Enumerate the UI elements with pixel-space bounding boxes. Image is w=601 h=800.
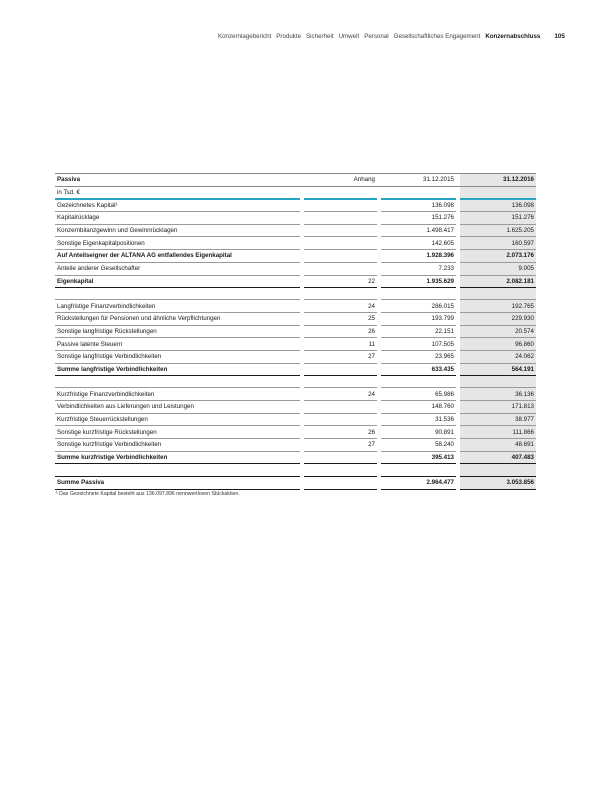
- row-value-2015: 2.964.477: [381, 477, 456, 490]
- row-value-2016: 111.866: [460, 426, 536, 439]
- row-label: Eigenkapital: [55, 275, 300, 288]
- row-value-2015: 142.605: [381, 237, 456, 250]
- row-value-2016: 20.574: [460, 325, 536, 338]
- spacer-row: [55, 464, 536, 477]
- row-anhang: [304, 212, 377, 225]
- row-anhang: [304, 224, 377, 237]
- table-row: [55, 300, 536, 313]
- row-value-2016: 2.082.181: [460, 275, 536, 288]
- header-anhang: Anhang: [304, 174, 377, 187]
- row-value-2015: 148.760: [381, 401, 456, 414]
- row-label: Rückstellungen für Pensionen und ähnliche Verpflichtungen: [55, 312, 300, 325]
- row-anhang: 25: [304, 312, 377, 325]
- row-value-2015: 22.151: [381, 325, 456, 338]
- row-value-2016: 96.860: [460, 338, 536, 351]
- row-anhang: 26: [304, 325, 377, 338]
- row-value-2016: 36.136: [460, 388, 536, 401]
- table-row: [55, 237, 536, 250]
- row-value-2016: 160.597: [460, 237, 536, 250]
- total-row: [55, 363, 536, 376]
- row-value-2016: 171.813: [460, 401, 536, 414]
- row-label: Verbindlichkeiten aus Lieferungen und Leistungen: [55, 401, 300, 414]
- row-value-2015: 193.799: [381, 312, 456, 325]
- row-label: Passive latente Steuern: [55, 338, 300, 351]
- row-value-2015: 7.233: [381, 262, 456, 275]
- row-value-2015: 1.935.629: [381, 275, 456, 288]
- grand-total-row: [55, 477, 536, 490]
- table-row: [55, 325, 536, 338]
- table-row: [55, 439, 536, 452]
- nav-item-personal[interactable]: Personal: [364, 33, 389, 40]
- table-row: [55, 350, 536, 363]
- table-header-row: [55, 174, 536, 187]
- row-value-2015: 31.536: [381, 413, 456, 426]
- row-value-2016: 407.483: [460, 451, 536, 464]
- row-value-2016: 229.930: [460, 312, 536, 325]
- row-label: Kapitalrücklage: [55, 212, 300, 225]
- row-anhang: [304, 262, 377, 275]
- row-label: Sonstige kurzfristige Rückstellungen: [55, 426, 300, 439]
- row-label: Konzernbilanzgewinn und Gewinnrücklagen: [55, 224, 300, 237]
- row-value-2016: 9.005: [460, 262, 536, 275]
- row-value-2016: 564.191: [460, 363, 536, 376]
- row-anhang: [304, 250, 377, 263]
- row-value-2016: 136.098: [460, 199, 536, 212]
- row-label: Summe Passiva: [55, 477, 300, 490]
- section-navigation: [213, 33, 565, 40]
- nav-item-produkte[interactable]: Produkte: [276, 33, 302, 40]
- row-value-2016: 38.977: [460, 413, 536, 426]
- row-anhang: [304, 401, 377, 414]
- row-value-2015: 90.891: [381, 426, 456, 439]
- unit-row: [55, 186, 536, 199]
- row-value-2016: 1.625.205: [460, 224, 536, 237]
- row-anhang: [304, 451, 377, 464]
- row-label: Sonstige langfristige Rückstellungen: [55, 325, 300, 338]
- nav-item-konzernabschluss[interactable]: Konzernabschluss: [485, 33, 541, 40]
- row-anhang: [304, 363, 377, 376]
- table-row: [55, 262, 536, 275]
- header-label: Passiva: [55, 174, 300, 187]
- spacer-row: [55, 288, 536, 300]
- row-value-2015: 136.098: [381, 199, 456, 212]
- row-value-2015: 65.986: [381, 388, 456, 401]
- row-value-2015: 107.505: [381, 338, 456, 351]
- row-value-2016: 2.073.176: [460, 250, 536, 263]
- row-value-2015: 395.413: [381, 451, 456, 464]
- row-label: Summe kurzfristige Verbindlichkeiten: [55, 451, 300, 464]
- subtotal-row: [55, 250, 536, 263]
- row-value-2015: 286.015: [381, 300, 456, 313]
- row-anhang: 11: [304, 338, 377, 351]
- row-anhang: [304, 477, 377, 490]
- passiva-balance-table: [55, 173, 536, 490]
- row-value-2016: 24.062: [460, 350, 536, 363]
- table-row: [55, 401, 536, 414]
- row-label: Sonstige kurzfristige Verbindlichkeiten: [55, 439, 300, 452]
- row-value-2015: 633.435: [381, 363, 456, 376]
- row-label: Sonstige Eigenkapitalpositionen: [55, 237, 300, 250]
- row-label: Langfristige Finanzverbindlichkeiten: [55, 300, 300, 313]
- row-anhang: [304, 413, 377, 426]
- row-label: Kurzfristige Steuerrückstellungen: [55, 413, 300, 426]
- row-value-2015: 151.276: [381, 212, 456, 225]
- table-row: [55, 312, 536, 325]
- row-anhang: 24: [304, 300, 377, 313]
- total-row: [55, 275, 536, 288]
- table-row: [55, 413, 536, 426]
- table-row: [55, 212, 536, 225]
- header-year-2015: 31.12.2015: [381, 174, 456, 187]
- row-anhang: 24: [304, 388, 377, 401]
- row-label: Anteile anderer Gesellschafter: [55, 262, 300, 275]
- row-anhang: 22: [304, 275, 377, 288]
- table-row: [55, 224, 536, 237]
- row-label: Summe langfristige Verbindlichkeiten: [55, 363, 300, 376]
- table-row: [55, 426, 536, 439]
- page-number: 105: [554, 33, 565, 40]
- row-label: Kurzfristige Finanzverbindlichkeiten: [55, 388, 300, 401]
- row-value-2016: 48.691: [460, 439, 536, 452]
- row-label: Auf Anteilseigner der ALTANA AG entfallendes Eigenkapital: [55, 250, 300, 263]
- row-anhang: 26: [304, 426, 377, 439]
- nav-item-konzernlagebericht[interactable]: Konzernlagebericht: [217, 33, 272, 40]
- table-row: [55, 199, 536, 212]
- row-label: Sonstige langfristige Verbindlichkeiten: [55, 350, 300, 363]
- row-anhang: [304, 199, 377, 212]
- row-value-2016: 3.053.856: [460, 477, 536, 490]
- row-value-2015: 58.240: [381, 439, 456, 452]
- row-value-2015: 1.498.417: [381, 224, 456, 237]
- total-row: [55, 451, 536, 464]
- row-anhang: 27: [304, 350, 377, 363]
- row-anhang: 27: [304, 439, 377, 452]
- header-year-2016: 31.12.2016: [460, 174, 536, 187]
- row-anhang: [304, 237, 377, 250]
- table-row: [55, 338, 536, 351]
- spacer-row: [55, 376, 536, 388]
- footnote: ¹ Das Gezeichnete Kapital besteht aus 136.097.896 nennwertlosen Stückaktien.: [56, 491, 240, 497]
- nav-item-sicherheit[interactable]: Sicherheit: [306, 33, 334, 40]
- nav-item-gesellschaftliches-engagement[interactable]: Gesellschaftliches Engagement: [393, 33, 481, 40]
- row-value-2015: 23.965: [381, 350, 456, 363]
- row-label: Gezeichnetes Kapital¹: [55, 199, 300, 212]
- row-value-2016: 192.765: [460, 300, 536, 313]
- nav-item-umwelt[interactable]: Umwelt: [338, 33, 360, 40]
- table-row: [55, 388, 536, 401]
- row-value-2016: 151.276: [460, 212, 536, 225]
- unit-label: in Tsd. €: [55, 186, 300, 199]
- row-value-2015: 1.928.396: [381, 250, 456, 263]
